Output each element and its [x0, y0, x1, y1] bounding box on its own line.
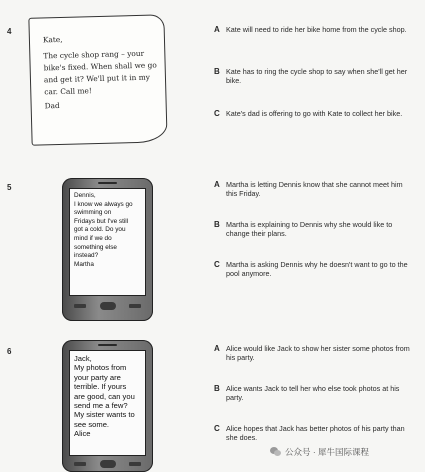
message-line: are good, can you: [74, 391, 135, 401]
option-a[interactable]: [214, 344, 410, 362]
option-c[interactable]: [214, 424, 410, 442]
note-line: car. Call me!: [44, 86, 92, 97]
phone-buttons: [74, 302, 141, 310]
message-line: My sister wants to: [74, 410, 135, 420]
option-letter: C: [214, 109, 220, 118]
option-a[interactable]: [214, 25, 410, 34]
message-line: swimming on: [74, 209, 112, 217]
option-letter: B: [214, 67, 220, 76]
option-letter: A: [214, 344, 220, 353]
phone-button: [129, 462, 141, 466]
option-text: Martha is explaining to Dennis why she would like to change their plans.: [226, 220, 393, 238]
phone-screen: [69, 188, 146, 296]
message-line: My photos from: [74, 363, 127, 373]
phone-button: [74, 462, 86, 466]
message-line: terrible. If yours: [74, 382, 127, 392]
phone-screen: [69, 350, 146, 456]
phone-illustration: [62, 340, 153, 472]
option-c[interactable]: [214, 260, 410, 278]
option-letter: A: [214, 25, 220, 34]
question-number: 5: [7, 183, 12, 192]
option-c[interactable]: [214, 109, 410, 118]
message-line: see some.: [74, 419, 110, 429]
watermark-text: 公众号 · 犀牛国际课程: [285, 447, 370, 457]
note-line: Kate,: [42, 34, 63, 45]
message-line: Dennis,: [74, 192, 96, 199]
note-line: Dad: [44, 101, 60, 111]
option-text: Martha is letting Dennis know that she cannot meet him this Friday.: [226, 180, 403, 198]
option-letter: C: [214, 260, 220, 269]
home-button-icon: [100, 302, 116, 310]
option-b[interactable]: [214, 384, 410, 402]
option-text: Kate's dad is offering to go with Kate to collect her bike.: [226, 109, 403, 118]
option-letter: A: [214, 180, 220, 189]
message-line: Martha: [74, 260, 94, 268]
option-letter: C: [214, 424, 220, 433]
message-line: got a cold. Do you: [74, 226, 126, 234]
option-a[interactable]: [214, 180, 410, 198]
question-number: 6: [7, 347, 12, 356]
phone-speaker: [98, 182, 117, 184]
message-line: send me a few?: [74, 401, 128, 411]
wechat-icon: [270, 447, 282, 457]
option-b[interactable]: [214, 220, 410, 238]
option-letter: B: [214, 384, 220, 393]
option-text: Alice wants Jack to tell her who else took photos at his party.: [226, 384, 400, 402]
message-line: Jack,: [74, 354, 92, 363]
home-button-icon: [100, 460, 116, 468]
message-line: I know we always go: [74, 200, 133, 208]
option-text: Alice would like Jack to show her sister some photos from his party.: [226, 344, 410, 362]
phone-buttons: [74, 460, 141, 468]
phone-speaker: [98, 344, 117, 346]
option-text: Kate will need to ride her bike home from the cycle shop.: [226, 25, 407, 34]
option-letter: B: [214, 220, 220, 229]
note-line: and get it? We'll put it in my: [43, 72, 151, 85]
question-number: 4: [7, 27, 12, 36]
message-line: Fridays but I've still: [74, 217, 129, 225]
message-line: mind if we do: [74, 234, 112, 242]
message-line: something else: [74, 243, 117, 251]
message-line: Alice: [74, 429, 91, 439]
option-text: Martha is asking Dennis why he doesn't want to go to the pool anymore.: [226, 260, 408, 278]
phone-illustration: [62, 178, 153, 321]
phone-button: [129, 304, 141, 308]
note-line: bike's fixed. When shall we go: [43, 60, 157, 73]
phone-button: [74, 304, 86, 308]
handwritten-note: [28, 14, 167, 146]
option-b[interactable]: [214, 67, 410, 85]
watermark: [270, 446, 369, 458]
note-line: The cycle shop rang – your: [43, 48, 145, 61]
message-line: instead?: [74, 252, 99, 260]
option-text: Alice hopes that Jack has better photos of his party than she does.: [226, 424, 405, 442]
message-line: your party are: [74, 372, 121, 382]
option-text: Kate has to ring the cycle shop to say when she'll get her bike.: [226, 67, 408, 85]
